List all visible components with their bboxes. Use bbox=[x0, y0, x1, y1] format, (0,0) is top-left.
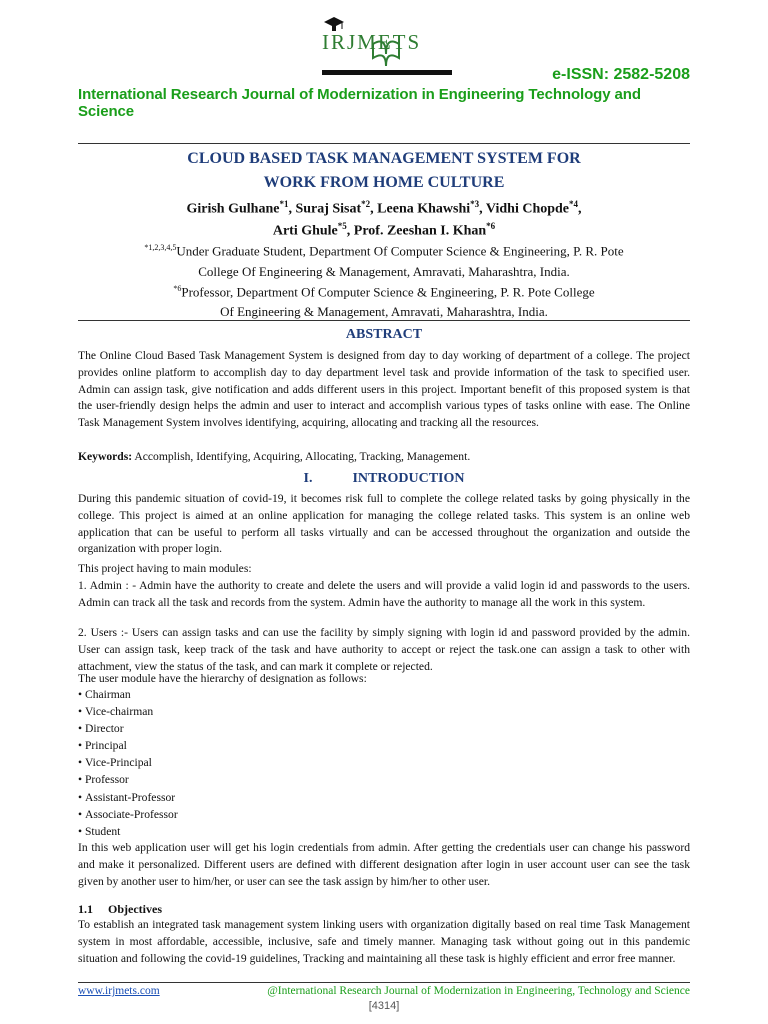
introduction-paragraph: During this pandemic situation of covid-19, it becomes risk full to complete the college related tasks by going physically in the college. This project is aimed at an online application for managing the college related tasks. This system is an online web application that can be useful to perform all tasks virtually and can be accessed throughout the organization and outside the organization with proper login. bbox=[78, 492, 690, 556]
authors-line-1: Girish Gulhane$^{*1}$, Suraj Sisat$^{*2}$, Leena Khawshi$^{*3}$, Vidhi Chopde$^{*4}$, bbox=[186, 199, 582, 217]
introduction-heading: I. INTRODUCTION bbox=[303, 471, 465, 486]
users-module-text: 2. Users :- Users can assign tasks and can use the facility by simply signing with login id and password provided by the admin. User can assign task, keep track of the task and have authority to accept or reject the task.one can assign a task to other with attachment, view the status of the task, and can mark it complete or rejected. bbox=[78, 626, 690, 673]
logo-text: IRJMETS bbox=[322, 30, 422, 54]
list-item: • Director bbox=[78, 720, 478, 737]
list-item: • Vice-chairman bbox=[78, 703, 478, 720]
page-number: [4314] bbox=[368, 1000, 400, 1012]
affiliation-2-line-2: Of Engineering & Management, Amravati, Maharashtra, India. bbox=[220, 304, 548, 319]
abstract-text: The Online Cloud Based Task Management System is designed from day to day working of department of a college. The project provides online platform to accomplish day to day department level task and provide information of the task to specified user. Admin can assign task, give notification and adds different users in this project. Important benefit of this proposed system is that the user-friendly design helps the admin and user to interact and accomplish various types of tasks online with ease. The Online Task Management System involves identifying, acquiring, allocating and tracking all the resources. bbox=[78, 349, 690, 430]
web-application-paragraph: In this web application user will get his login credentials from admin. After getting the credentials user can change his password and make it personalized. Different users are defined with different designation after login in user account user can see the task given by another user to him/her, or user can see the task assign by him/her to other user. bbox=[78, 841, 690, 888]
affiliation-1-line-1: $^{*1,2,3,4,5}$Under Graduate Student, Department Of Computer Science & Engineering, P. R. Pote bbox=[144, 243, 624, 259]
list-item: • Vice-Principal bbox=[78, 754, 478, 771]
modules-intro: This project having to main modules: bbox=[78, 562, 252, 575]
list-item: • Assistant-Professor bbox=[78, 789, 478, 806]
list-item: • Principal bbox=[78, 737, 478, 754]
list-item: • Student bbox=[78, 823, 478, 840]
hierarchy-intro: The user module have the hierarchy of designation as follows: bbox=[78, 672, 367, 685]
list-item: • Chairman bbox=[78, 686, 478, 703]
keywords: Keywords: Accomplish, Identifying, Acquiring, Allocating, Tracking, Management. bbox=[78, 450, 471, 463]
header-divider bbox=[78, 143, 690, 144]
journal-title: International Research Journal of Modernization in Engineering Technology and Science bbox=[78, 86, 641, 120]
list-item: • Associate-Professor bbox=[78, 806, 478, 823]
hierarchy-list bbox=[78, 686, 478, 840]
eissn: e-ISSN: 2582-5208 bbox=[552, 66, 690, 83]
authors-line-2: Arti Ghule$^{*5}$, Prof. Zeeshan I. Khan$^{*6}$ bbox=[272, 221, 496, 239]
affiliation-2-line-1: $^{*6}$Professor, Department Of Computer Science & Engineering, P. R. Pote College bbox=[173, 284, 595, 300]
affiliation-1-line-2: College Of Engineering & Management, Amravati, Maharashtra, India. bbox=[198, 264, 570, 279]
footer-divider bbox=[78, 982, 690, 983]
website-link[interactable]: www.irjmets.com bbox=[78, 985, 160, 997]
paper-title-line-1: CLOUD BASED TASK MANAGEMENT SYSTEM FOR bbox=[187, 150, 581, 167]
paper-title-line-2: WORK FROM HOME CULTURE bbox=[263, 174, 505, 191]
abstract-heading: ABSTRACT bbox=[345, 327, 423, 342]
objectives-heading: 1.1 Objectives bbox=[78, 902, 162, 916]
admin-module-text: 1. Admin : - Admin have the authority to create and delete the users and will provide a valid login id and passwords to the users. Admin can track all the task and records from the system. Admin have the authority to manage all the work in this system. bbox=[78, 579, 690, 609]
abstract-divider bbox=[78, 320, 690, 321]
footer-copyright: @International Research Journal of Modernization in Engineering, Technology and Science bbox=[267, 985, 690, 997]
objectives-text: To establish an integrated task management system linking users with organization digitally based on real time Task Management system in most affordable, accessible, inclusive, safe and timely manner. Managing task without going out in this pandemic situation and following the covid-19 guidelines, Tracking and maintaining all these task is highly efficient and error free manner. bbox=[78, 918, 690, 965]
list-item: • Professor bbox=[78, 771, 478, 788]
